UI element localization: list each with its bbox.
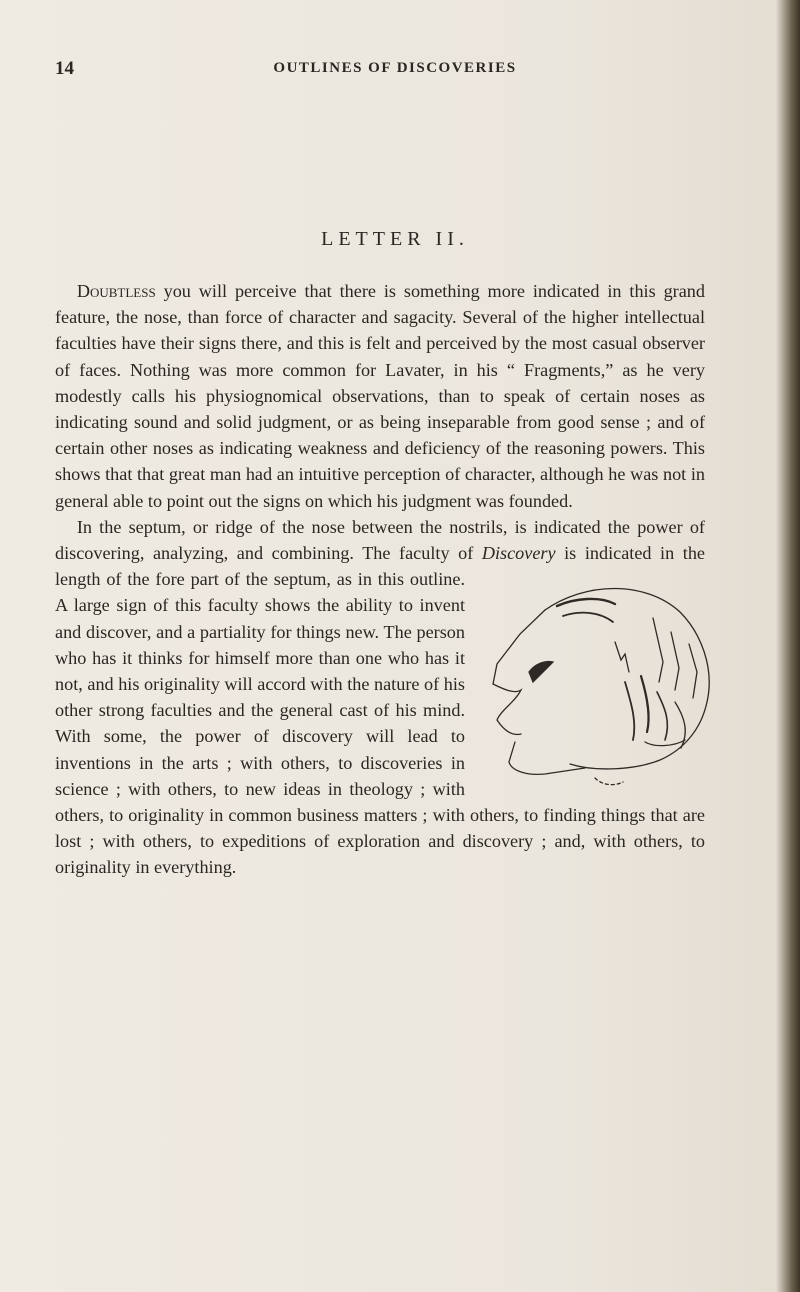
paragraph-2-text-a: In the septum, or ridge of the nose between the nostrils, is indicated the power of discovering, analyzing, and combining. The faculty of: [55, 516, 705, 564]
drop-word: Doubtless: [76, 281, 156, 301]
paragraph-2-text-b: is indicated in the length of the fore part of the septum, as in this outline. A large sign of this faculty shows the ability to invent and discover, and a partiality for things new. The person who has it thinks for himself more than one who has it not, and his originality will accord with the nature of his other strong faculties and the general cast of his mind. With some, the power of discovery will lead to inventions in the arts ; with others, to discoveries in science ; with others, to new ideas in theology ; with others, to originality in common business matters ; with others, to finding things that are lost ; with others, to expeditions of exploration and discovery ; and, with others, to originality in everything.: [55, 543, 705, 878]
nose-septum-outline-icon: [475, 572, 713, 797]
paragraph-1: [55, 278, 705, 514]
italic-term: Discovery: [481, 543, 556, 564]
chapter-title: LETTER II.: [321, 228, 469, 250]
nose-septum-illustration: [475, 572, 713, 797]
running-title: OUTLINES OF DISCOVERIES: [273, 60, 517, 76]
body-text: [55, 278, 705, 881]
paragraph-1-text: you will perceive that there is something more indicated in this grand feature, the nose, than force of character and sagacity. Several of the higher intellectual faculties have their signs there, and this is felt and perceived by the most casual observer of faces. Nothing was more common for Lavater, in his “ Fragments,” as he very modestly calls his physiognomical observations, than to speak of certain noses as indicating sound and solid judgment, or as being inseparable from good sense ; and of certain other noses as indicating weakness and deficiency of the reasoning powers. This shows that that great man had an intuitive perception of character, although he was not in general able to point out the signs on which his judgment was founded.: [55, 281, 705, 511]
paragraph-2: [55, 514, 705, 881]
page-header: [55, 58, 735, 82]
page-number: 14: [55, 58, 74, 79]
